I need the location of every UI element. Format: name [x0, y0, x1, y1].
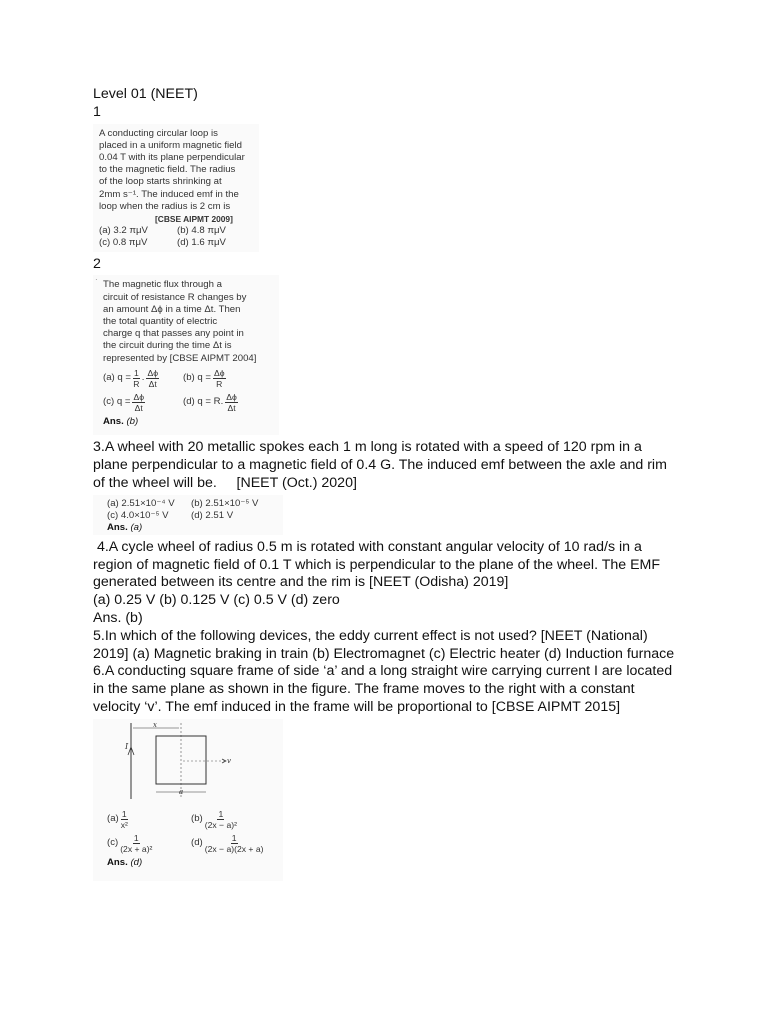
fraction — [120, 833, 152, 854]
question-2-line: circuit of resistance R changes by — [103, 291, 247, 303]
question-1-options-row — [99, 237, 259, 249]
question-6-line: 6.A conducting square frame of side ‘a’ and a long straight wire carrying current I are located — [93, 663, 673, 680]
question-3-line: plane perpendicular to a magnetic field of 0.4 G. The induced emf between the axle and rim — [93, 457, 667, 474]
denominator: (2x − a)² — [204, 819, 237, 830]
option-c: (c) 4.0×10⁻⁵ V — [107, 509, 169, 521]
question-6-options-row — [107, 833, 283, 854]
option-label: (d) — [191, 837, 203, 849]
question-1-options-row — [99, 225, 259, 237]
velocity-label: v — [227, 756, 231, 765]
denominator: R — [133, 378, 140, 389]
fraction — [132, 392, 145, 413]
fraction — [213, 368, 226, 389]
numerator: Δϕ — [214, 367, 225, 378]
numerator: 1 — [133, 832, 139, 843]
question-6-image — [93, 719, 283, 881]
fraction — [205, 833, 264, 854]
fraction — [205, 809, 237, 830]
option-c — [103, 392, 183, 413]
numerator: 1 — [231, 832, 237, 843]
question-2-line: the circuit during the time Δt is — [103, 340, 232, 352]
option-c: (c) 0.8 πμV — [99, 237, 148, 249]
numerator: Δϕ — [133, 391, 145, 402]
option-d: (d) 1.6 πμV — [177, 237, 226, 249]
denominator: Δt — [134, 402, 143, 413]
answer-value: (a) — [130, 522, 143, 534]
question-6-line: in the same plane as shown in the figure. The frame moves to the right with a constant — [93, 681, 635, 698]
option-b: (b) 2.51×10⁻⁵ V — [191, 497, 259, 509]
numerator: Δϕ — [147, 367, 159, 378]
question-5-line: 2019] (a) Magnetic braking in train (b) Electromagnet (c) Electric heater (d) Induction furnace — [93, 645, 675, 662]
option-b — [183, 368, 263, 389]
fraction — [146, 368, 159, 389]
question-1-source-tag: [CBSE AIPMT 2009] — [155, 214, 233, 225]
question-3-options-row — [107, 510, 283, 522]
option-d: (d) 2.51 V — [191, 509, 234, 521]
numerator: 1 — [121, 808, 127, 819]
question-1-line: of the loop starts shrinking at — [99, 176, 222, 188]
question-3-options-row — [107, 498, 283, 510]
option-label: (a) q = — [103, 372, 131, 384]
question-2-line: the total quantity of electric — [103, 316, 218, 327]
question-6-options-row — [107, 809, 283, 830]
denominator: (2x − a)(2x + a) — [204, 843, 264, 854]
option-label: (d) q = R. — [183, 396, 224, 408]
denominator: (2x + a)² — [120, 843, 153, 854]
option-d — [183, 392, 263, 413]
page-heading: Level 01 (NEET) — [93, 86, 198, 102]
question-2-answer — [103, 416, 279, 427]
question-4-answer: Ans. (b) — [93, 609, 143, 626]
option-d — [191, 833, 271, 854]
question-1-line: loop when the radius is 2 cm is — [99, 200, 231, 212]
answer-value: (b) — [126, 415, 139, 427]
bullet-dot: · — [95, 275, 98, 285]
question-1-image — [93, 124, 259, 252]
question-3-answer — [107, 522, 283, 533]
fraction — [133, 368, 140, 389]
question-5-line: 5.In which of the following devices, the eddy current effect is not used? [NEET (National) — [93, 627, 648, 644]
option-label: (a) — [107, 813, 119, 825]
question-1-line: 0.04 T with its plane perpendicular — [99, 152, 245, 163]
option-a — [103, 368, 183, 389]
option-b: (b) 4.8 πμV — [177, 225, 226, 237]
question-3-line: of the wheel will be. [NEET (Oct.) 2020] — [93, 474, 357, 491]
option-label: (b) — [191, 813, 203, 825]
question-2-line: represented by [CBSE AIPMT 2004] — [103, 352, 257, 364]
question-2-options-row — [103, 368, 279, 389]
denominator: Δt — [148, 378, 157, 389]
numerator: 1 — [218, 808, 224, 819]
option-c — [107, 833, 191, 854]
current-label: I — [125, 741, 129, 751]
side-dimension-label: a — [179, 787, 184, 796]
question-1-line: to the magnetic field. The radius — [99, 164, 236, 176]
option-label: (b) q = — [183, 372, 211, 384]
question-4-line: region of magnetic field of 0.1 T which is perpendicular to the plane of the wheel. The EMF — [93, 556, 661, 573]
denominator: x² — [120, 819, 128, 830]
option-label: (c) — [107, 837, 119, 849]
numerator: Δϕ — [226, 391, 237, 402]
question-2-number: 2 — [93, 255, 101, 272]
question-4-line: generated between its centre and the rim is [NEET (Odisha) 2019] — [93, 574, 509, 591]
option-a: (a) 3.2 πμV — [99, 225, 148, 237]
option-label: (c) q = — [103, 396, 131, 408]
answer-label: Ans. — [107, 522, 128, 534]
x-dimension-label: x — [153, 720, 157, 729]
question-2-line: The magnetic flux through a — [103, 279, 222, 291]
denominator: Δt — [227, 402, 236, 413]
question-1-number: 1 — [93, 103, 101, 120]
question-2-line: charge q that passes any point in — [103, 328, 244, 340]
question-4-line: 4.A cycle wheel of radius 0.5 m is rotated with constant angular velocity of 10 rad/s in a — [93, 538, 642, 555]
fraction — [121, 809, 128, 830]
option-b — [191, 809, 271, 830]
question-1-line: 2mm s⁻¹. The induced emf in the — [99, 188, 239, 200]
question-1-line: A conducting circular loop is — [99, 127, 218, 139]
wire-frame-figure — [93, 719, 283, 801]
question-4-options: (a) 0.25 V (b) 0.125 V (c) 0.5 V (d) zero — [93, 592, 340, 609]
question-2-options-row — [103, 392, 279, 413]
question-6-answer — [107, 857, 283, 868]
question-3-image — [93, 495, 283, 535]
question-6-line: velocity ‘v’. The emf induced in the frame will be proportional to [CBSE AIPMT 2015] — [93, 698, 621, 715]
question-2-image — [93, 275, 279, 435]
dot-operator: . — [141, 372, 145, 384]
fraction — [225, 392, 238, 413]
question-2-line: an amount Δϕ in a time Δt. Then — [103, 303, 241, 315]
answer-value: (d) — [130, 856, 143, 868]
answer-label: Ans. — [107, 856, 128, 868]
option-a: (a) 2.51×10⁻⁴ V — [107, 497, 175, 509]
document-page — [93, 86, 683, 885]
option-a — [107, 809, 191, 830]
denominator: R — [216, 378, 223, 389]
question-1-line: placed in a uniform magnetic field — [99, 139, 242, 151]
numerator: 1 — [134, 367, 139, 378]
question-6-options — [93, 809, 283, 868]
answer-label: Ans. — [103, 415, 124, 427]
question-3-line: 3.A wheel with 20 metallic spokes each 1 m long is rotated with a speed of 120 rpm in a — [93, 439, 642, 456]
